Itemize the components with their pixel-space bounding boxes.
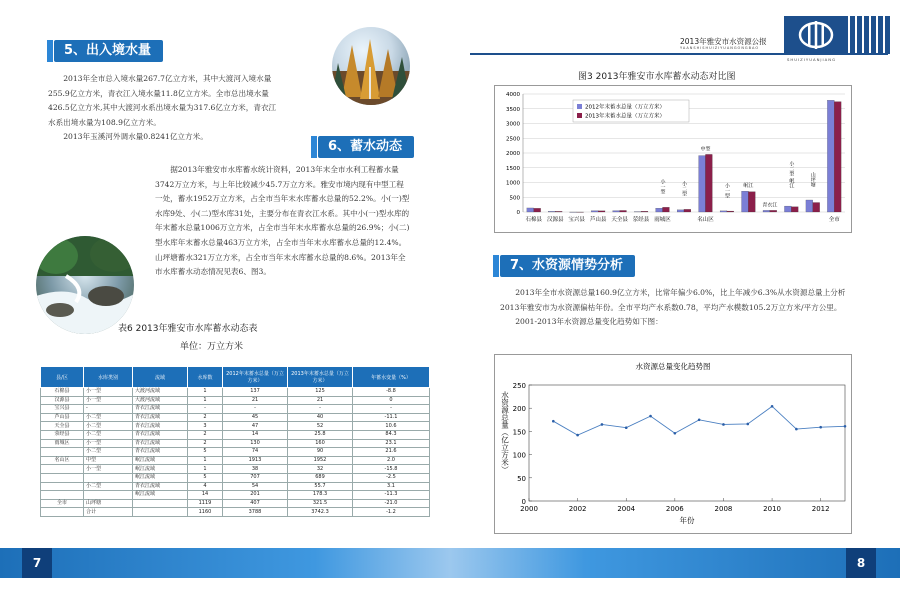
table-cell: 2 bbox=[188, 430, 223, 439]
bar-2012 bbox=[742, 191, 749, 212]
table-cell: 岷江流域 bbox=[133, 473, 188, 482]
table-cell: 3788 bbox=[223, 508, 288, 517]
bar-annotation: 青衣江 bbox=[762, 202, 778, 209]
table-cell bbox=[133, 499, 188, 508]
table-cell: 1 bbox=[188, 465, 223, 474]
bar-2013 bbox=[791, 207, 798, 212]
col-county: 县/区 bbox=[41, 367, 84, 388]
table-cell: 大渡河流域 bbox=[133, 388, 188, 397]
data-point bbox=[625, 426, 628, 429]
table-cell: 1160 bbox=[188, 508, 223, 517]
trend-chart-frame bbox=[494, 354, 852, 534]
table-cell: -2.5 bbox=[353, 473, 430, 482]
table-cell: 45 bbox=[223, 413, 288, 422]
table-cell: -11.1 bbox=[353, 413, 430, 422]
x-category-label: 荥经县 bbox=[632, 217, 650, 223]
table-cell: 10.6 bbox=[353, 422, 430, 431]
bar-2013 bbox=[727, 211, 734, 212]
table-cell: 雨城区 bbox=[41, 439, 84, 448]
fig3-title: 图3 2013年雅安市水库蓄水动态对比图 bbox=[578, 72, 736, 82]
footer-band bbox=[0, 548, 900, 578]
x-category-label: 名山区 bbox=[697, 217, 714, 223]
table-cell: 689 bbox=[288, 473, 353, 482]
table-cell: - bbox=[223, 405, 288, 414]
col-2012: 2012年末蓄水总量（万立方米） bbox=[223, 367, 288, 388]
y-tick-label: 200 bbox=[512, 405, 526, 414]
table-cell: 5 bbox=[188, 473, 223, 482]
table-cell: 3.1 bbox=[353, 482, 430, 491]
bar-2012 bbox=[699, 156, 706, 212]
table-cell bbox=[41, 448, 84, 457]
section-7-heading: 7、水资源情势分析 bbox=[500, 255, 635, 277]
table-cell: 32 bbox=[288, 465, 353, 474]
forest-photo-art bbox=[332, 27, 410, 105]
table-cell: 青衣江流域 bbox=[133, 413, 188, 422]
table-row bbox=[41, 456, 430, 465]
bar-2013 bbox=[770, 210, 777, 212]
reservoir-table bbox=[40, 366, 430, 517]
page-number-right: 8 bbox=[846, 548, 876, 578]
data-point bbox=[698, 419, 701, 422]
legend-label: 2013年末蓄水总量（万立方米） bbox=[585, 113, 665, 120]
table-row bbox=[41, 396, 430, 405]
x-tick-label: 2008 bbox=[714, 505, 733, 513]
section-7-text bbox=[500, 286, 846, 330]
header-stripes bbox=[850, 16, 892, 54]
table-cell: - bbox=[353, 405, 430, 414]
table-cell: 山坪塘 bbox=[84, 499, 133, 508]
bar-2012 bbox=[591, 211, 598, 212]
table-cell: 3742.3 bbox=[288, 508, 353, 517]
legend-swatch bbox=[577, 104, 582, 109]
table-row bbox=[41, 482, 430, 491]
bar-2012 bbox=[656, 208, 663, 212]
table-row bbox=[41, 448, 430, 457]
y-tick-label: 0 bbox=[516, 210, 520, 216]
x-category-label: 芦山县 bbox=[589, 217, 607, 223]
table-cell: 1 bbox=[188, 396, 223, 405]
y-tick-label: 1000 bbox=[506, 180, 520, 187]
section-5-paragraph-1: 2013年全市总入境水量267.7亿立方米，其中大渡河入境水量255.9亿立方米，青衣江入境水量11.8亿立方米。全市总出境水量426.5亿立方米,其中大渡河水系出境水量为317.6亿立方米，青衣江水系出境水量为108.9亿立方米。 bbox=[48, 74, 277, 127]
table-cell: 2.0 bbox=[353, 456, 430, 465]
section-7-paragraph-1: 2013年全市水资源总量160.9亿立方米，比常年偏少6.0%，比上年减少6.3%从水资源总量上分析2013年雅安市为水资源偏枯年份。全市平均产水系数0.78，平均产水模数105.2万立方米/平方公里。 bbox=[500, 288, 846, 312]
section-7-paragraph-2: 2001-2013年水资源总量变化趋势如下图： bbox=[515, 317, 663, 327]
x-category-label: 宝兴县 bbox=[568, 217, 585, 223]
bar-annotation: 小一型 bbox=[659, 179, 666, 195]
data-point bbox=[601, 423, 604, 426]
x-tick-label: 2006 bbox=[665, 505, 684, 513]
table-cell: 大渡河流域 bbox=[133, 396, 188, 405]
trend-line-chart bbox=[495, 355, 851, 533]
y-tick-label: 50 bbox=[517, 474, 526, 483]
table-cell: 3 bbox=[188, 422, 223, 431]
table-cell: 14 bbox=[188, 491, 223, 500]
table-cell: -8.8 bbox=[353, 388, 430, 397]
section-5-paragraph-2: 2013年玉溪河外调水量0.8241亿立方米。 bbox=[63, 132, 208, 142]
table-cell: - bbox=[84, 405, 133, 414]
table-cell: 90 bbox=[288, 448, 353, 457]
table-cell: 合计 bbox=[84, 508, 133, 517]
y-tick-label: 3500 bbox=[506, 106, 520, 113]
table-cell: 40 bbox=[288, 413, 353, 422]
table-cell: 54 bbox=[223, 482, 288, 491]
table-cell: 84.3 bbox=[353, 430, 430, 439]
bar-annotation: 小二型 bbox=[681, 181, 687, 197]
table-cell: 小二型 bbox=[84, 430, 133, 439]
table-row bbox=[41, 491, 430, 500]
table-cell: 汉源县 bbox=[41, 396, 84, 405]
x-axis-label: 年份 bbox=[679, 516, 695, 525]
table-cell: 青衣江流域 bbox=[133, 405, 188, 414]
table-cell: 名山区 bbox=[41, 456, 84, 465]
data-point bbox=[819, 426, 822, 429]
section-6-heading: 6、蓄水动态 bbox=[318, 136, 414, 158]
data-point bbox=[795, 428, 798, 431]
table-row bbox=[41, 499, 430, 508]
bar-2013 bbox=[534, 208, 541, 212]
table-row bbox=[41, 473, 430, 482]
fig3-frame bbox=[494, 85, 852, 233]
table-cell: 0 bbox=[353, 396, 430, 405]
data-point bbox=[649, 415, 652, 418]
legend-swatch bbox=[577, 113, 582, 118]
x-category-label: 全市 bbox=[828, 217, 840, 223]
table-cell: 小二型 bbox=[84, 482, 133, 491]
table-cell: 1 bbox=[188, 388, 223, 397]
data-point bbox=[746, 423, 749, 426]
table-cell: 小二型 bbox=[84, 422, 133, 431]
table-cell: 21.6 bbox=[353, 448, 430, 457]
table-cell: 青衣江流域 bbox=[133, 439, 188, 448]
table-row bbox=[41, 465, 430, 474]
table-cell: 青衣江流域 bbox=[133, 422, 188, 431]
data-point bbox=[771, 405, 774, 408]
bar-annotation: 小二型 岷江 bbox=[788, 161, 795, 188]
table-cell bbox=[84, 473, 133, 482]
col-2013: 2013年末蓄水总量（万立方米） bbox=[288, 367, 353, 388]
table-cell: 小二型 bbox=[84, 448, 133, 457]
table-cell: 21 bbox=[223, 396, 288, 405]
table-cell: 130 bbox=[223, 439, 288, 448]
table-cell: 4 bbox=[188, 482, 223, 491]
table-cell: 小一型 bbox=[84, 396, 133, 405]
bar-2012 bbox=[827, 100, 834, 212]
x-category-label: 雨城区 bbox=[654, 217, 671, 223]
table-cell bbox=[41, 465, 84, 474]
x-tick-label: 2010 bbox=[763, 505, 781, 513]
forest-photo bbox=[332, 27, 410, 105]
table-cell: 岷江流域 bbox=[133, 491, 188, 500]
table-cell: 52 bbox=[288, 422, 353, 431]
water-logo-icon bbox=[784, 16, 848, 54]
y-tick-label: 3000 bbox=[506, 121, 520, 128]
x-tick-label: 2012 bbox=[811, 505, 830, 513]
table-cell: 321.5 bbox=[288, 499, 353, 508]
table-cell bbox=[41, 508, 84, 517]
table-cell bbox=[41, 482, 84, 491]
bar-2012 bbox=[548, 211, 555, 212]
fig3-bar-chart bbox=[495, 86, 851, 232]
table-title: 表6 2013年雅安市水库蓄水动态表 bbox=[118, 324, 258, 334]
table-cell: 407 bbox=[223, 499, 288, 508]
col-basin: 流域 bbox=[133, 367, 188, 388]
table-cell: 47 bbox=[223, 422, 288, 431]
table-cell: 小一型 bbox=[84, 388, 133, 397]
table-cell: 160 bbox=[288, 439, 353, 448]
x-tick-label: 2000 bbox=[520, 505, 538, 513]
table-cell: 小一型 bbox=[84, 439, 133, 448]
bar-2013 bbox=[748, 192, 755, 212]
report-title-pinyin: YAANSHISHUIZIYUANGONGBAO bbox=[680, 46, 760, 50]
table-row bbox=[41, 508, 430, 517]
x-category-label: 汉源县 bbox=[546, 217, 564, 223]
section-6-paragraph: 据2013年雅安市水库蓄水统计资料，2013年末全市水利工程蓄水量3742万立方米，与上年比较减少45.7万立方米。雅安市境内现有中型工程一处，蓄水1952万立方米，占全市当年末水库蓄水总量的52.2%。小(一)型水库9处、小(二)型水库31处，主要分布在青衣江水系。其中小(一)型水库的年末蓄水总量1006万立方米，占全市当年末水库蓄水总量的26.9%；小(二)型水库年末蓄水总量463万立方米，占全市当年末水库蓄水总量的12.4%。山坪塘蓄水321万立方米，占全市当年末水库蓄水总量的8.6%。2013年全市水库蓄水动态情况见表6、图3。 bbox=[155, 165, 410, 277]
table-row bbox=[41, 405, 430, 414]
chart-title: 水资源总量变化趋势图 bbox=[635, 362, 711, 371]
bar-2013 bbox=[834, 102, 841, 212]
table-cell: 178.3 bbox=[288, 491, 353, 500]
section-6-text bbox=[155, 163, 411, 280]
data-point bbox=[844, 425, 847, 428]
table-cell: 小二型 bbox=[84, 413, 133, 422]
table-cell: 岷江流域 bbox=[133, 456, 188, 465]
x-category-label: 石棉县 bbox=[525, 217, 542, 223]
bar-2013 bbox=[663, 207, 670, 212]
bar-2012 bbox=[527, 208, 534, 212]
table-cell bbox=[41, 473, 84, 482]
table-cell: 青衣江流域 bbox=[133, 430, 188, 439]
table-cell: - bbox=[288, 405, 353, 414]
table-cell: 宝兴县 bbox=[41, 405, 84, 414]
table-cell: 1913 bbox=[223, 456, 288, 465]
y-axis-label: 水资源总量（亿立方米） bbox=[500, 391, 510, 474]
table-cell: -11.3 bbox=[353, 491, 430, 500]
bar-2013 bbox=[598, 211, 605, 212]
table-cell: 14 bbox=[223, 430, 288, 439]
bar-2012 bbox=[806, 200, 813, 212]
y-tick-label: 2500 bbox=[506, 136, 520, 143]
table-cell: 中型 bbox=[84, 456, 133, 465]
x-category-label: 天全县 bbox=[611, 217, 628, 223]
table-cell: 125 bbox=[288, 388, 353, 397]
data-point bbox=[576, 434, 579, 437]
table-cell: 岷江流域 bbox=[133, 465, 188, 474]
y-tick-label: 250 bbox=[512, 382, 526, 390]
y-tick-label: 0 bbox=[521, 498, 526, 506]
bar-2013 bbox=[813, 203, 820, 212]
col-change: 年蓄水变量（%） bbox=[353, 367, 430, 388]
header-divider bbox=[470, 53, 888, 55]
table-row bbox=[41, 388, 430, 397]
bar-2013 bbox=[620, 210, 627, 212]
table-cell: -15.8 bbox=[353, 465, 430, 474]
table-cell: 天全县 bbox=[41, 422, 84, 431]
table-row bbox=[41, 430, 430, 439]
table-cell bbox=[41, 491, 84, 500]
bar-2013 bbox=[705, 154, 712, 212]
table-cell: - bbox=[188, 405, 223, 414]
bar-2012 bbox=[763, 210, 770, 212]
y-tick-label: 4000 bbox=[506, 92, 520, 98]
legend-label: 2012年末蓄水总量（万立方米） bbox=[585, 104, 665, 111]
table-cell: -1.2 bbox=[353, 508, 430, 517]
bar-2013 bbox=[555, 211, 562, 212]
table-cell: 青衣江流域 bbox=[133, 448, 188, 457]
bar-2012 bbox=[613, 211, 620, 212]
section-5-heading: 5、出入境水量 bbox=[54, 40, 163, 62]
bar-2012 bbox=[720, 211, 727, 212]
table-cell: 38 bbox=[223, 465, 288, 474]
table-cell: 芦山县 bbox=[41, 413, 84, 422]
table-cell: 1119 bbox=[188, 499, 223, 508]
waterfall-photo-art bbox=[36, 236, 134, 334]
table-cell: 25.8 bbox=[288, 430, 353, 439]
page-number-left: 7 bbox=[22, 548, 52, 578]
table-cell: 1 bbox=[188, 456, 223, 465]
table-cell: -21.0 bbox=[353, 499, 430, 508]
table-cell bbox=[133, 508, 188, 517]
table-row bbox=[41, 439, 430, 448]
bar-annotation: 中型 bbox=[700, 146, 711, 153]
table-unit: 单位：万立方米 bbox=[180, 342, 244, 352]
waterfall-photo bbox=[36, 236, 134, 334]
table-header-row bbox=[41, 367, 430, 388]
bar-annotation: 岷江 bbox=[743, 183, 754, 190]
table-cell: 荥经县 bbox=[41, 430, 84, 439]
table-row bbox=[41, 413, 430, 422]
logo-pinyin: SHUIZIYUANJIANG bbox=[787, 57, 837, 62]
table-cell: 5 bbox=[188, 448, 223, 457]
y-tick-label: 150 bbox=[512, 428, 526, 437]
table-row bbox=[41, 422, 430, 431]
table-cell: 55.7 bbox=[288, 482, 353, 491]
table-cell: 青衣江流域 bbox=[133, 482, 188, 491]
water-logo bbox=[784, 16, 848, 54]
table-cell: 小一型 bbox=[84, 465, 133, 474]
table-cell: 707 bbox=[223, 473, 288, 482]
table-cell: 1952 bbox=[288, 456, 353, 465]
table-body bbox=[41, 388, 430, 517]
y-tick-label: 100 bbox=[512, 451, 526, 460]
col-count: 水库数 bbox=[188, 367, 223, 388]
x-tick-label: 2004 bbox=[617, 505, 636, 513]
data-point bbox=[722, 423, 725, 426]
col-type: 水库类别 bbox=[84, 367, 133, 388]
y-tick-label: 1500 bbox=[506, 165, 520, 172]
report-title: 2013年雅安市水资源公报 bbox=[680, 37, 767, 46]
bar-2012 bbox=[677, 210, 684, 212]
table-cell: 137 bbox=[223, 388, 288, 397]
table-cell bbox=[84, 491, 133, 500]
bar-2012 bbox=[784, 206, 791, 212]
table-cell: 石棉县 bbox=[41, 388, 84, 397]
data-point bbox=[674, 432, 677, 435]
bar-annotation: 山坪塘 bbox=[809, 171, 816, 187]
y-tick-label: 2000 bbox=[506, 151, 520, 157]
table-cell: 2 bbox=[188, 413, 223, 422]
bar-annotation: 小一型 bbox=[723, 182, 730, 198]
x-tick-label: 2002 bbox=[568, 505, 587, 513]
table-cell: 74 bbox=[223, 448, 288, 457]
section-5-text bbox=[48, 72, 280, 145]
table-cell: 23.1 bbox=[353, 439, 430, 448]
table-cell: 2 bbox=[188, 439, 223, 448]
data-point bbox=[552, 420, 555, 423]
table-cell: 全市 bbox=[41, 499, 84, 508]
table-cell: 201 bbox=[223, 491, 288, 500]
table-cell: 21 bbox=[288, 396, 353, 405]
y-tick-label: 500 bbox=[509, 195, 520, 202]
bar-2013 bbox=[641, 211, 648, 212]
bar-2013 bbox=[684, 209, 691, 212]
plot-frame bbox=[529, 385, 845, 501]
